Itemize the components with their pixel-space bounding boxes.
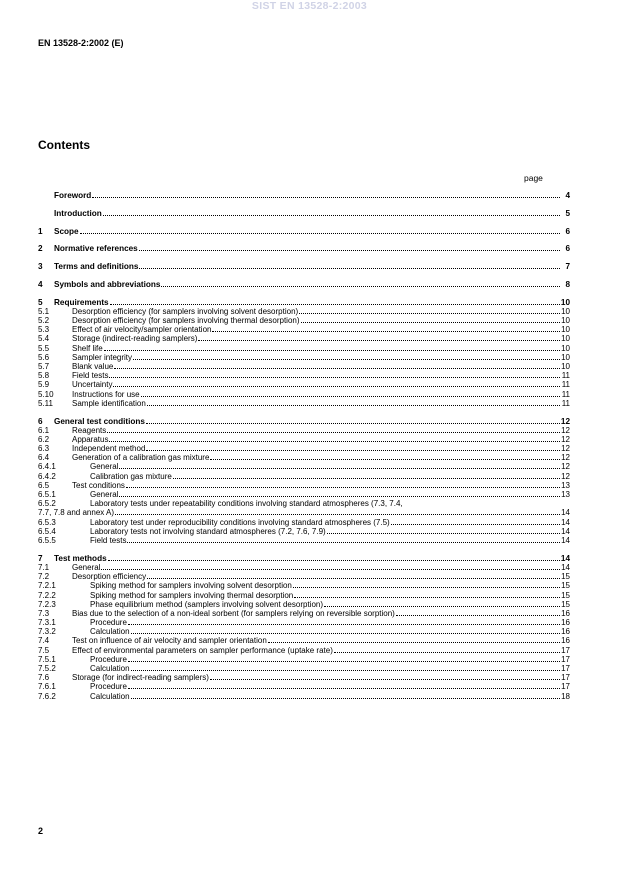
toc-entry-title: General — [72, 562, 101, 572]
toc-entry-page: 11 — [561, 371, 570, 381]
toc-entry-number: 6.4.2 — [38, 471, 56, 481]
toc-major-entry[interactable] — [38, 554, 570, 563]
toc-entry-page: 4 — [565, 191, 570, 200]
toc-entry-title: Procedure — [90, 682, 127, 692]
toc-entry[interactable] — [38, 627, 570, 636]
toc-entry-number: 1 — [38, 226, 43, 236]
toc-entry-page: 7 — [565, 262, 570, 272]
toc-entry-page: 12 — [561, 462, 570, 472]
toc-entry[interactable] — [38, 609, 570, 618]
toc-major-entry[interactable] — [38, 209, 570, 218]
toc-entry-title: Effect of air velocity/sampler orientation — [72, 325, 212, 335]
toc-entry-title: Calculation — [90, 664, 130, 673]
toc-entry-title: Generation of a calibration gas mixture — [72, 453, 210, 463]
page-number: 2 — [38, 826, 44, 836]
toc-entry-page: 12 — [561, 471, 570, 481]
toc-entry-title: Laboratory tests not involving standard atmospheres (7.2, 7.6, 7.9) — [90, 526, 326, 536]
toc-entry-number: 6.3 — [38, 444, 50, 454]
toc-leader-dots — [119, 462, 560, 469]
toc-leader-dots — [268, 636, 560, 643]
toc-entry[interactable] — [38, 435, 570, 444]
toc-leader-dots — [210, 453, 560, 460]
toc-entry-title: Desorption efficiency (for samplers involving thermal desorption) — [72, 316, 300, 326]
toc-entry-number: 3 — [38, 262, 43, 272]
toc-entry-title: Normative references — [54, 244, 138, 254]
toc-entry-title: Instructions for use — [72, 389, 140, 399]
toc-entry-page: 17 — [561, 673, 570, 683]
toc-entry-page: 18 — [561, 691, 570, 701]
toc-leader-dots — [396, 609, 560, 616]
toc-entry-page: 13 — [561, 490, 570, 500]
toc-entry-number: 7.2.3 — [38, 599, 56, 609]
toc-leader-dots — [198, 334, 560, 341]
toc-entry-number: 7.3.2 — [38, 627, 56, 637]
toc-entry-page: 15 — [561, 590, 570, 600]
toc-leader-dots — [139, 244, 560, 251]
toc-leader-dots — [133, 353, 560, 360]
page-title: Contents — [38, 138, 90, 152]
toc-entry-title: Shelf life — [72, 343, 103, 353]
toc-entry-page: 16 — [561, 608, 570, 618]
toc-leader-dots — [293, 581, 560, 588]
toc-major-entry[interactable] — [38, 417, 570, 426]
toc-entry-page: 11 — [561, 380, 570, 390]
toc-entry[interactable] — [38, 518, 570, 527]
toc-leader-dots — [109, 435, 560, 442]
toc-entry-number: 7.5.2 — [38, 664, 56, 673]
toc-entry[interactable] — [38, 673, 570, 682]
toc-entry-title: General — [90, 490, 119, 500]
toc-entry-title: Desorption efficiency — [72, 572, 147, 582]
toc-entry[interactable] — [38, 527, 570, 536]
toc-leader-dots — [146, 444, 560, 451]
toc-entry-title: 7.7, 7.8 and annex A) — [38, 508, 115, 518]
toc-entry[interactable] — [38, 618, 570, 627]
toc-leader-dots — [131, 627, 560, 634]
watermark: SIST EN 13528-2:2003 — [251, 0, 368, 12]
toc-entry-page: 15 — [561, 599, 570, 609]
toc-entry-page: 15 — [561, 581, 570, 591]
toc-entry-number: 7.2 — [38, 572, 50, 582]
toc-entry[interactable] — [38, 390, 570, 399]
toc-entry-title: Phase equilibrium method (samplers involving solvent desorption) — [90, 599, 324, 609]
toc-leader-dots — [126, 481, 560, 488]
toc-entry[interactable] — [38, 490, 570, 499]
toc-major-entry[interactable] — [38, 244, 570, 253]
toc-entry-page: 10 — [561, 306, 570, 316]
toc-leader-dots — [108, 554, 560, 561]
toc-entry-title: Test on influence of air velocity and sampler orientation — [72, 636, 267, 646]
toc-entry-page: 17 — [561, 645, 570, 655]
toc-entry[interactable] — [38, 636, 570, 645]
toc-entry[interactable] — [38, 462, 570, 471]
toc-entry-number: 6 — [38, 416, 43, 426]
toc-leader-dots — [109, 371, 560, 378]
toc-entry-number: 5.8 — [38, 371, 50, 381]
toc-entry-number: 7.5 — [38, 645, 50, 655]
toc-entry-title: Spiking method for samplers involving solvent desorption — [90, 581, 292, 591]
toc-entry[interactable] — [38, 399, 570, 408]
toc-leader-dots — [391, 518, 560, 525]
toc-entry[interactable] — [38, 334, 570, 343]
toc-leader-dots — [141, 390, 560, 397]
toc-entry[interactable] — [38, 453, 570, 462]
toc-leader-dots — [301, 316, 560, 323]
toc-entry-page: 11 — [561, 389, 570, 399]
toc-entry-title: Reagents — [72, 425, 107, 435]
toc-entry[interactable] — [38, 581, 570, 590]
toc-entry-page: 10 — [561, 334, 570, 344]
toc-entry[interactable] — [38, 646, 570, 655]
page-column-label: page — [524, 173, 543, 183]
toc-entry-number: 6.5.3 — [38, 517, 56, 527]
toc-entry-title: Scope — [54, 226, 79, 236]
toc-entry-title: Storage (for indirect-reading samplers) — [72, 673, 209, 683]
toc-leader-dots — [110, 298, 560, 305]
toc-leader-dots — [127, 536, 560, 543]
toc-entry-number: 6.5.5 — [38, 535, 56, 545]
toc-entry-title: Sampler integrity — [72, 352, 133, 362]
toc-entry-page: 10 — [561, 362, 570, 371]
toc-entry[interactable] — [38, 325, 570, 334]
toc-entry[interactable] — [38, 508, 570, 517]
toc-entry-number: 7.6.1 — [38, 682, 56, 692]
toc-leader-dots — [128, 655, 560, 662]
toc-entry-page: 17 — [561, 682, 570, 692]
toc-entry-title: Procedure — [90, 618, 127, 628]
toc-entry[interactable] — [38, 682, 570, 691]
toc-entry[interactable] — [38, 664, 570, 673]
toc-entry-title: Laboratory tests under repeatability conditions involving standard atmospheres (7.3, 7.4, — [90, 499, 403, 509]
toc-leader-dots — [139, 262, 560, 269]
toc-major-entry[interactable] — [38, 262, 570, 271]
toc-leader-dots — [114, 362, 560, 369]
toc-entry-number: 5.1 — [38, 306, 50, 316]
toc-leader-dots — [327, 527, 560, 534]
toc-leader-dots — [104, 344, 560, 351]
toc-entry-number: 5.6 — [38, 352, 50, 362]
toc-major-entry[interactable] — [38, 227, 570, 236]
toc-leader-dots — [324, 600, 560, 607]
toc-leader-dots — [173, 472, 560, 479]
toc-entry-title: Test conditions — [72, 480, 125, 490]
toc-entry-title: Field tests — [90, 535, 127, 545]
toc-entry[interactable] — [38, 499, 570, 508]
toc-major-entry[interactable] — [38, 298, 570, 307]
toc-entry-page: 6 — [565, 244, 570, 254]
toc-entry-number: 6.2 — [38, 434, 50, 444]
toc-entry[interactable] — [38, 353, 570, 362]
toc-entry-page: 12 — [561, 425, 570, 435]
toc-leader-dots — [119, 490, 560, 497]
toc-entry-number: 6.4 — [38, 453, 50, 463]
toc-entry[interactable] — [38, 307, 570, 316]
toc-leader-dots — [103, 209, 560, 216]
toc-entry-title: Introduction — [54, 208, 102, 218]
toc-leader-dots — [101, 563, 560, 570]
toc-entry-title: Laboratory test under reproducibility conditions involving standard atmospheres (7.5) — [90, 517, 390, 527]
toc-major-entry[interactable] — [38, 191, 570, 200]
toc-entry-number: 5 — [38, 297, 43, 307]
toc-leader-dots — [92, 191, 560, 198]
toc-entry-title: Uncertainty — [72, 380, 113, 390]
toc-entry-title: Bias due to the selection of a non-ideal sorbent (for samplers relying on reversible sorption) — [72, 608, 395, 618]
toc-leader-dots — [334, 646, 560, 653]
toc-entry-number: 6.4.1 — [38, 462, 56, 472]
toc-entry-title: Blank value — [72, 362, 114, 371]
toc-entry-page: 6 — [565, 226, 570, 236]
toc-entry-page: 14 — [561, 535, 570, 545]
toc-entry-title: Apparatus — [72, 434, 109, 444]
toc-leader-dots — [128, 618, 560, 625]
toc-leader-dots — [161, 280, 560, 287]
toc-entry[interactable] — [38, 563, 570, 572]
toc-leader-dots — [128, 682, 560, 689]
toc-leader-dots — [212, 325, 560, 332]
toc-entry-number: 7.6 — [38, 673, 50, 683]
toc-entry-page: 14 — [561, 562, 570, 572]
toc-entry-number: 6.5 — [38, 480, 50, 490]
toc-leader-dots — [294, 591, 560, 598]
toc-entry-title: Independent method — [72, 444, 146, 454]
toc-entry-number: 6.5.4 — [38, 526, 56, 536]
toc-leader-dots — [131, 692, 560, 699]
toc-entry-page: 15 — [561, 572, 570, 582]
toc-entry-page: 10 — [561, 352, 570, 362]
toc-entry-title: General — [90, 462, 119, 472]
toc-major-entry[interactable] — [38, 280, 570, 289]
toc-entry-number: 6.5.1 — [38, 490, 56, 500]
toc-entry-page: 10 — [560, 297, 570, 307]
toc-entry-number: 7.6.2 — [38, 691, 56, 701]
toc-leader-dots — [80, 227, 560, 234]
toc-entry[interactable] — [38, 591, 570, 600]
toc-leader-dots — [115, 508, 560, 515]
toc-entry-page: 13 — [561, 480, 570, 490]
toc-entry-page: 14 — [560, 553, 570, 563]
toc-entry-page: 14 — [561, 508, 570, 518]
toc-entry[interactable] — [38, 344, 570, 353]
toc-entry[interactable] — [38, 380, 570, 389]
toc-leader-dots — [113, 380, 560, 387]
toc-entry-title: Calculation — [90, 691, 130, 701]
toc-leader-dots — [147, 399, 560, 406]
toc-leader-dots — [107, 426, 560, 433]
toc-entry-page: 12 — [560, 416, 570, 426]
document-id: EN 13528-2:2002 (E) — [38, 38, 124, 48]
toc-entry-page: 10 — [561, 343, 570, 353]
toc-entry-number: 5.3 — [38, 325, 50, 335]
toc-entry-title: General test conditions — [54, 416, 145, 426]
toc-entry-page: 12 — [561, 444, 570, 454]
toc-entry-page: 17 — [561, 654, 570, 664]
toc-entry-number: 7.5.1 — [38, 654, 56, 664]
toc-entry[interactable] — [38, 481, 570, 490]
toc-entry-number: 7 — [38, 553, 43, 563]
toc-entry-number: 7.3.1 — [38, 618, 56, 628]
toc-entry-title: Sample identification — [72, 398, 146, 408]
toc-leader-dots — [210, 673, 560, 680]
toc-entry-title: Effect of environmental parameters on sampler performance (uptake rate) — [72, 645, 333, 655]
toc-entry-number: 2 — [38, 244, 43, 254]
toc-entry-title: Test methods — [54, 553, 107, 563]
toc-leader-dots — [147, 572, 560, 579]
toc-entry-title: Field tests — [72, 371, 109, 381]
toc-entry-number: 7.2.1 — [38, 581, 56, 591]
toc-entry[interactable] — [38, 572, 570, 581]
toc-entry-page: 16 — [561, 636, 570, 646]
toc-entry-title: Foreword — [54, 191, 92, 200]
toc-entry-page: 12 — [561, 453, 570, 463]
toc-leader-dots — [131, 664, 560, 671]
toc-entry-title: Requirements — [54, 297, 109, 307]
toc-entry-number: 6.1 — [38, 425, 50, 435]
toc-entry[interactable] — [38, 536, 570, 545]
toc-entry-page: 17 — [561, 664, 570, 673]
table-of-contents — [38, 191, 570, 701]
toc-entry-number: 5.5 — [38, 343, 50, 353]
toc-entry-page: 16 — [561, 627, 570, 637]
toc-entry-number: 7.2.2 — [38, 590, 56, 600]
toc-entry-page: 11 — [561, 398, 570, 408]
toc-entry[interactable] — [38, 316, 570, 325]
toc-entry-title: Symbols and abbreviations — [54, 279, 161, 289]
toc-entry-page: 16 — [561, 618, 570, 628]
toc-entry-number: 7.1 — [38, 562, 50, 572]
toc-entry[interactable] — [38, 371, 570, 380]
toc-entry-title: Calculation — [90, 627, 130, 637]
toc-entry-number: 5.11 — [38, 398, 53, 408]
toc-entry-title: Desorption efficiency (for samplers involving solvent desorption) — [72, 306, 299, 316]
toc-entry-title: Storage (indirect-reading samplers) — [72, 334, 198, 344]
toc-entry-number: 5.10 — [38, 389, 54, 399]
toc-entry-number: 5.2 — [38, 316, 50, 326]
toc-entry[interactable] — [38, 444, 570, 453]
toc-entry[interactable] — [38, 472, 570, 481]
toc-entry-page: 10 — [561, 325, 570, 335]
toc-entry-number: 7.4 — [38, 636, 50, 646]
toc-entry-number: 5.4 — [38, 334, 50, 344]
toc-entry[interactable] — [38, 692, 570, 701]
toc-leader-dots — [146, 417, 560, 424]
toc-entry[interactable] — [38, 426, 570, 435]
toc-entry-title: Terms and definitions — [54, 262, 139, 272]
toc-entry-number: 5.7 — [38, 362, 50, 371]
toc-entry-page: 8 — [565, 279, 570, 289]
toc-entry-number: 5.9 — [38, 380, 50, 390]
toc-entry-title: Calibration gas mixture — [90, 471, 172, 481]
toc-entry-number: 6.5.2 — [38, 499, 56, 509]
toc-entry-title: Procedure — [90, 654, 127, 664]
toc-entry-page: 14 — [561, 526, 570, 536]
toc-entry[interactable] — [38, 362, 570, 371]
toc-entry-page: 12 — [561, 434, 570, 444]
toc-entry-page: 5 — [565, 208, 570, 218]
toc-entry-page: 14 — [561, 517, 570, 527]
toc-entry-number: 4 — [38, 279, 43, 289]
toc-entry-title: Spiking method for samplers involving thermal desorption — [90, 590, 294, 600]
toc-entry[interactable] — [38, 655, 570, 664]
toc-entry-number: 7.3 — [38, 608, 50, 618]
toc-entry-page: 10 — [561, 316, 570, 326]
toc-leader-dots — [299, 307, 560, 314]
toc-entry[interactable] — [38, 600, 570, 609]
